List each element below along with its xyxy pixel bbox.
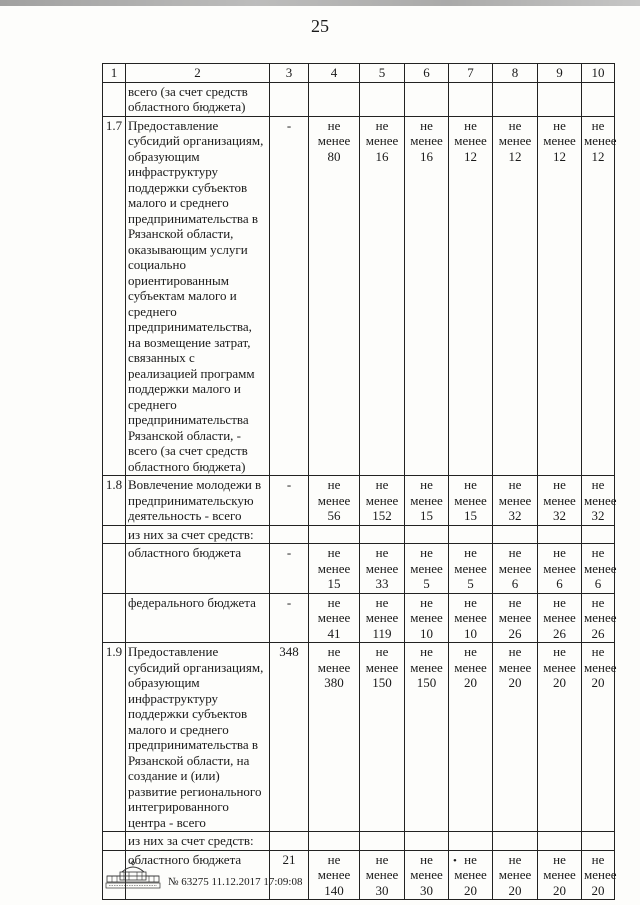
header-cell: 9 [538, 64, 582, 83]
table-row [103, 832, 615, 851]
value-cell [538, 525, 582, 544]
table-row [103, 476, 615, 526]
row-number-cell [103, 544, 126, 594]
value-cell: не менее 16 [405, 116, 449, 476]
value-cell: не менее 32 [582, 476, 615, 526]
value-cell [360, 832, 405, 851]
value-cell: не менее 20 [493, 643, 538, 832]
value-cell [405, 525, 449, 544]
value-cell [309, 82, 360, 116]
table-row [103, 116, 615, 476]
value-cell [360, 525, 405, 544]
value-cell: не менее 15 [309, 544, 360, 594]
value-cell: не менее 380 [309, 643, 360, 832]
indicators-table [102, 63, 615, 900]
row-description-cell: из них за счет средств: [126, 525, 270, 544]
row-number-cell [103, 832, 126, 851]
column-3-cell [270, 525, 309, 544]
row-number-cell: 1.7 [103, 116, 126, 476]
row-description-cell: областного бюджета [126, 850, 270, 900]
header-row [103, 64, 615, 83]
table-row [103, 544, 615, 594]
row-description-cell: федерального бюджета [126, 593, 270, 643]
value-cell: не менее 80 [309, 116, 360, 476]
value-cell [449, 832, 493, 851]
column-3-cell: - [270, 593, 309, 643]
table-row [103, 593, 615, 643]
value-cell: не менее 6 [493, 544, 538, 594]
value-cell: не менее 30 [405, 850, 449, 900]
value-cell: не менее 150 [360, 643, 405, 832]
row-number-cell [103, 82, 126, 116]
value-cell [309, 525, 360, 544]
value-cell [582, 832, 615, 851]
value-cell [493, 525, 538, 544]
value-cell: не менее 15 [449, 476, 493, 526]
government-building-stamp-icon [104, 858, 162, 894]
column-3-cell: 348 [270, 643, 309, 832]
value-cell [582, 525, 615, 544]
header-cell: 1 [103, 64, 126, 83]
value-cell: не менее 26 [493, 593, 538, 643]
value-cell: не менее 12 [449, 116, 493, 476]
header-cell: 2 [126, 64, 270, 83]
value-cell: не менее 32 [493, 476, 538, 526]
value-cell: не менее 33 [360, 544, 405, 594]
value-cell: не менее 6 [538, 544, 582, 594]
value-cell: не менее 30 [360, 850, 405, 900]
value-cell: не менее 152 [360, 476, 405, 526]
row-description-cell: областного бюджета [126, 544, 270, 594]
value-cell: не менее 119 [360, 593, 405, 643]
column-3-cell: - [270, 116, 309, 476]
value-cell [449, 82, 493, 116]
column-3-cell: 21 [270, 850, 309, 900]
value-cell: не менее 15 [405, 476, 449, 526]
row-description-cell: всего (за счет средств областного бюджета) [126, 82, 270, 116]
value-cell [493, 832, 538, 851]
value-cell: не менее 56 [309, 476, 360, 526]
value-cell: не менее 5 [449, 544, 493, 594]
row-description-cell: Предоставление субсидий организациям, образующим инфраструктуру поддержки субъектов малого и среднего предпринимательства в Рязанской области, оказывающим услуги социально ориентированным субъектам малого и среднего предпринимательства, на возмещение затрат, связанных с реализацией программ поддержки малого и среднего предпринимательства Рязанской области, - всего (за счет средств областного бюджета) [126, 116, 270, 476]
header-cell: 7 [449, 64, 493, 83]
value-cell [582, 82, 615, 116]
scan-dot: • [453, 855, 457, 867]
header-cell: 5 [360, 64, 405, 83]
value-cell: не менее 26 [538, 593, 582, 643]
header-cell: 8 [493, 64, 538, 83]
value-cell: не менее 12 [538, 116, 582, 476]
document-registration-mark: № 63275 11.12.2017 17:09:08 [168, 876, 303, 888]
value-cell: не менее 10 [405, 593, 449, 643]
value-cell: не менее 20 [582, 850, 615, 900]
header-cell: 3 [270, 64, 309, 83]
table-row [103, 525, 615, 544]
value-cell: не менее 20 [449, 643, 493, 832]
value-cell: не менее 26 [582, 593, 615, 643]
row-number-cell [103, 525, 126, 544]
column-3-cell: - [270, 544, 309, 594]
column-3-cell [270, 82, 309, 116]
value-cell [449, 525, 493, 544]
value-cell [360, 82, 405, 116]
value-cell [405, 832, 449, 851]
header-cell: 10 [582, 64, 615, 83]
value-cell: не менее 5 [405, 544, 449, 594]
value-cell: не менее 32 [538, 476, 582, 526]
header-cell: 6 [405, 64, 449, 83]
value-cell: не менее 6 [582, 544, 615, 594]
table-row [103, 82, 615, 116]
table-body [103, 64, 615, 900]
value-cell [309, 832, 360, 851]
value-cell: не менее 20 [449, 850, 493, 900]
value-cell: не менее 20 [538, 850, 582, 900]
column-3-cell [270, 832, 309, 851]
row-number-cell [103, 593, 126, 643]
value-cell [493, 82, 538, 116]
value-cell: не менее 12 [582, 116, 615, 476]
column-3-cell: - [270, 476, 309, 526]
footer [104, 858, 344, 894]
value-cell: не менее 20 [493, 850, 538, 900]
row-number-cell: 1.9 [103, 643, 126, 832]
value-cell: не менее 41 [309, 593, 360, 643]
value-cell: не менее 140 [309, 850, 360, 900]
scan-edge [0, 0, 640, 6]
value-cell: не менее 150 [405, 643, 449, 832]
value-cell [405, 82, 449, 116]
page-number: 25 [311, 16, 329, 36]
value-cell: не менее 10 [449, 593, 493, 643]
row-number-cell: 1.8 [103, 476, 126, 526]
value-cell: не менее 12 [493, 116, 538, 476]
value-cell: не менее 20 [582, 643, 615, 832]
value-cell: не менее 16 [360, 116, 405, 476]
value-cell [538, 82, 582, 116]
row-description-cell: Предоставление субсидий организациям, образующим инфраструктуру поддержки субъектов малого и среднего предпринимательства в Рязанской области, на создание и (или) развитие регионального интегрированного центра - всего [126, 643, 270, 832]
row-description-cell: из них за счет средств: [126, 832, 270, 851]
header-cell: 4 [309, 64, 360, 83]
value-cell [538, 832, 582, 851]
row-description-cell: Вовлечение молодежи в предпринимательскую деятельность - всего [126, 476, 270, 526]
table-row [103, 643, 615, 832]
value-cell: не менее 20 [538, 643, 582, 832]
